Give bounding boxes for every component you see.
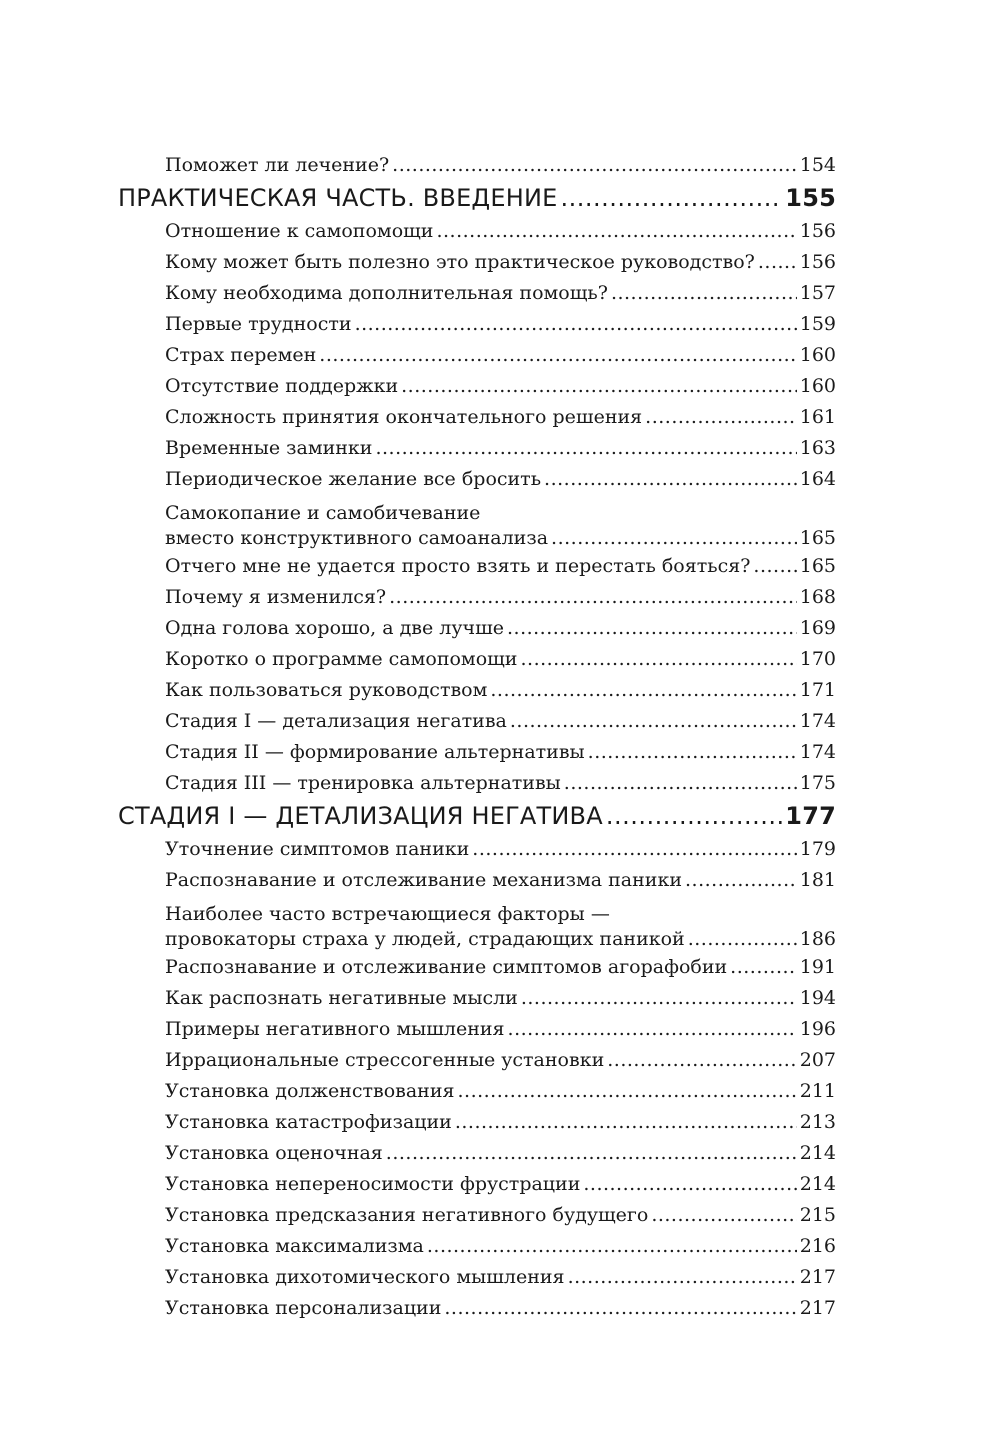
toc-entry[interactable] (118, 309, 836, 340)
toc-entry-title-line2: вместо конструктивного самоанализа (165, 527, 549, 549)
dot-leader (685, 865, 797, 896)
toc-entry-title: Примеры негативного мышления (165, 1018, 505, 1040)
dot-leader (551, 526, 797, 551)
dot-leader (510, 706, 797, 737)
toc-section-title: ПРАКТИЧЕСКАЯ ЧАСТЬ. ВВЕДЕНИЕ (118, 184, 558, 212)
toc-entry[interactable] (118, 340, 836, 371)
toc-entry-page: 159 (799, 313, 836, 335)
toc-entry-title-line1: Самокопание и самобичевание (165, 502, 481, 524)
dot-leader (564, 768, 797, 799)
toc-entry[interactable] (118, 1169, 836, 1200)
toc-section-heading[interactable] (118, 799, 836, 834)
toc-section-page: 177 (785, 802, 836, 830)
toc-entry[interactable] (118, 865, 836, 896)
toc-section-heading[interactable] (118, 181, 836, 216)
toc-entry-page: 165 (799, 555, 836, 577)
toc-entry-page: 181 (799, 869, 836, 891)
toc-entry-page: 164 (799, 468, 836, 490)
toc-entry-page: 194 (799, 987, 836, 1009)
toc-entry[interactable] (118, 582, 836, 613)
toc-entry-title: Временные заминки (165, 437, 373, 459)
dot-leader (651, 1200, 796, 1231)
toc-entry-page: 160 (799, 375, 836, 397)
dot-leader (436, 216, 796, 247)
dot-leader (521, 983, 797, 1014)
toc-entry-title: Как распознать негативные мысли (165, 987, 518, 1009)
dot-leader (457, 1076, 796, 1107)
toc-entry-title: Установка непереносимости фрустрации (165, 1173, 581, 1195)
toc-entry[interactable] (118, 1107, 836, 1138)
toc-entry-title (165, 902, 685, 952)
dot-leader (386, 1138, 797, 1169)
toc-entry-title: Одна голова хорошо, а две лучше (165, 617, 504, 639)
dot-leader (583, 1169, 796, 1200)
dot-leader (401, 371, 797, 402)
toc-entry-page: 161 (799, 406, 836, 428)
dot-leader (392, 150, 797, 181)
toc-entry-title: Установка предсказания негативного будущего (165, 1204, 649, 1226)
toc-entry[interactable] (118, 1262, 836, 1293)
toc-entry-title-line1: Наиболее часто встречающиеся факторы — (165, 903, 610, 925)
toc-entry-title: Отчего мне не удается просто взять и перестать бояться? (165, 555, 751, 577)
toc-entry[interactable] (118, 952, 836, 983)
toc-entry-title-line2: провокаторы страха у людей, страдающих паникой (165, 928, 685, 950)
dot-leader (688, 927, 797, 952)
toc-entry[interactable] (118, 150, 836, 181)
dot-leader (389, 582, 797, 613)
toc-entry-multiline[interactable] (118, 495, 836, 551)
toc-entry-title: Установка персонализации (165, 1297, 442, 1319)
dot-leader (508, 1014, 797, 1045)
toc-entry[interactable] (118, 706, 836, 737)
toc-entry-page: 171 (799, 679, 836, 701)
toc-entry-title (165, 501, 548, 551)
toc-entry-title: Отсутствие поддержки (165, 375, 399, 397)
toc-section-title: СТАДИЯ I — ДЕТАЛИЗАЦИЯ НЕГАТИВА (118, 802, 603, 830)
toc-entry[interactable] (118, 834, 836, 865)
dot-leader (606, 799, 782, 834)
toc-entry-title: Распознавание и отслеживание механизма паники (165, 869, 682, 891)
toc-entry[interactable] (118, 1200, 836, 1231)
dot-leader (758, 247, 797, 278)
dot-leader (568, 1262, 797, 1293)
toc-entry-page: 216 (799, 1235, 836, 1257)
toc-entry[interactable] (118, 402, 836, 433)
toc-entry-page: 156 (799, 251, 836, 273)
toc-entry-title: Кому необходима дополнительная помощь? (165, 282, 608, 304)
toc-entry-title: Отношение к самопомощи (165, 220, 434, 242)
toc-entry-page: 207 (799, 1049, 836, 1071)
toc-entry[interactable] (118, 1231, 836, 1262)
toc-entry-page: 174 (799, 710, 836, 732)
toc-entry-page: 169 (799, 617, 836, 639)
toc-entry-title: Поможет ли лечение? (165, 154, 390, 176)
dot-leader (375, 433, 796, 464)
toc-entry-page: 179 (799, 838, 836, 860)
dot-leader (472, 834, 796, 865)
toc-entry-page: 211 (799, 1080, 836, 1102)
dot-leader (490, 675, 796, 706)
toc-entry-page: 160 (799, 344, 836, 366)
toc-entry-page: 186 (799, 928, 836, 950)
toc-entry[interactable] (118, 1076, 836, 1107)
toc-entry[interactable] (118, 768, 836, 799)
toc-entry-title: Установка дихотомического мышления (165, 1266, 565, 1288)
toc-entry[interactable] (118, 644, 836, 675)
toc-entry[interactable] (118, 1045, 836, 1076)
toc-entry[interactable] (118, 737, 836, 768)
toc-entry-title: Сложность принятия окончательного решения (165, 406, 643, 428)
toc-entry[interactable] (118, 433, 836, 464)
dot-leader (753, 551, 796, 582)
toc-entry-page: 170 (799, 648, 836, 670)
toc-entry[interactable] (118, 1014, 836, 1045)
toc-entry-title: Стадия III — тренировка альтернативы (165, 772, 561, 794)
dot-leader (520, 644, 796, 675)
toc-entry-title: Установка максимализма (165, 1235, 424, 1257)
toc-entry-title: Коротко о программе самопомощи (165, 648, 518, 670)
toc-entry-title: Уточнение симптомов паники (165, 838, 470, 860)
toc-entry-multiline[interactable] (118, 896, 836, 952)
toc-entry-title: Периодическое желание все бросить (165, 468, 542, 490)
toc-entry[interactable] (118, 1138, 836, 1169)
toc-entry-title: Установка оценочная (165, 1142, 383, 1164)
toc-entry[interactable] (118, 464, 836, 495)
dot-leader (455, 1107, 797, 1138)
dot-leader (544, 464, 797, 495)
dot-leader (561, 181, 783, 216)
toc-entry-page: 163 (799, 437, 836, 459)
toc-entry-page: 217 (799, 1297, 836, 1319)
toc-entry-title: Почему я изменился? (165, 586, 387, 608)
toc-entry-page: 154 (799, 154, 836, 176)
dot-leader (730, 952, 797, 983)
dot-leader (588, 737, 797, 768)
table-of-contents (118, 150, 836, 1324)
toc-entry-title: Установка катастрофизации (165, 1111, 452, 1133)
dot-leader (444, 1293, 796, 1324)
toc-entry[interactable] (118, 983, 836, 1014)
toc-entry-title: Иррациональные стрессогенные установки (165, 1049, 605, 1071)
dot-leader (355, 309, 797, 340)
toc-entry-title: Установка долженствования (165, 1080, 455, 1102)
dot-leader (319, 340, 796, 371)
toc-entry[interactable] (118, 613, 836, 644)
toc-entry-title: Кому может быть полезно это практическое руководство? (165, 251, 755, 273)
toc-entry[interactable] (118, 675, 836, 706)
toc-entry-title: Распознавание и отслеживание симптомов агорафобии (165, 956, 728, 978)
toc-entry[interactable] (118, 551, 836, 582)
dot-leader (611, 278, 797, 309)
dot-leader (607, 1045, 797, 1076)
toc-entry-page: 213 (799, 1111, 836, 1133)
toc-entry-page: 214 (799, 1173, 836, 1195)
toc-entry-page: 157 (799, 282, 836, 304)
toc-entry-page: 191 (799, 956, 836, 978)
dot-leader (427, 1231, 797, 1262)
toc-entry[interactable] (118, 278, 836, 309)
toc-entry-page: 215 (799, 1204, 836, 1226)
toc-entry-page: 165 (799, 527, 836, 549)
toc-entry[interactable] (118, 216, 836, 247)
toc-entry-page: 168 (799, 586, 836, 608)
toc-entry[interactable] (118, 371, 836, 402)
toc-entry-title: Страх перемен (165, 344, 317, 366)
dot-leader (507, 613, 797, 644)
toc-entry-title: Первые трудности (165, 313, 352, 335)
toc-entry-page: 156 (799, 220, 836, 242)
toc-entry-title: Как пользоваться руководством (165, 679, 488, 701)
toc-entry-title: Стадия II — формирование альтернативы (165, 741, 585, 763)
toc-entry-page: 174 (799, 741, 836, 763)
dot-leader (645, 402, 797, 433)
toc-section-page: 155 (785, 184, 836, 212)
toc-entry[interactable] (118, 1293, 836, 1324)
toc-entry-page: 214 (799, 1142, 836, 1164)
toc-entry[interactable] (118, 247, 836, 278)
toc-entry-page: 196 (799, 1018, 836, 1040)
toc-entry-page: 175 (799, 772, 836, 794)
toc-entry-page: 217 (799, 1266, 836, 1288)
toc-entry-title: Стадия I — детализация негатива (165, 710, 507, 732)
